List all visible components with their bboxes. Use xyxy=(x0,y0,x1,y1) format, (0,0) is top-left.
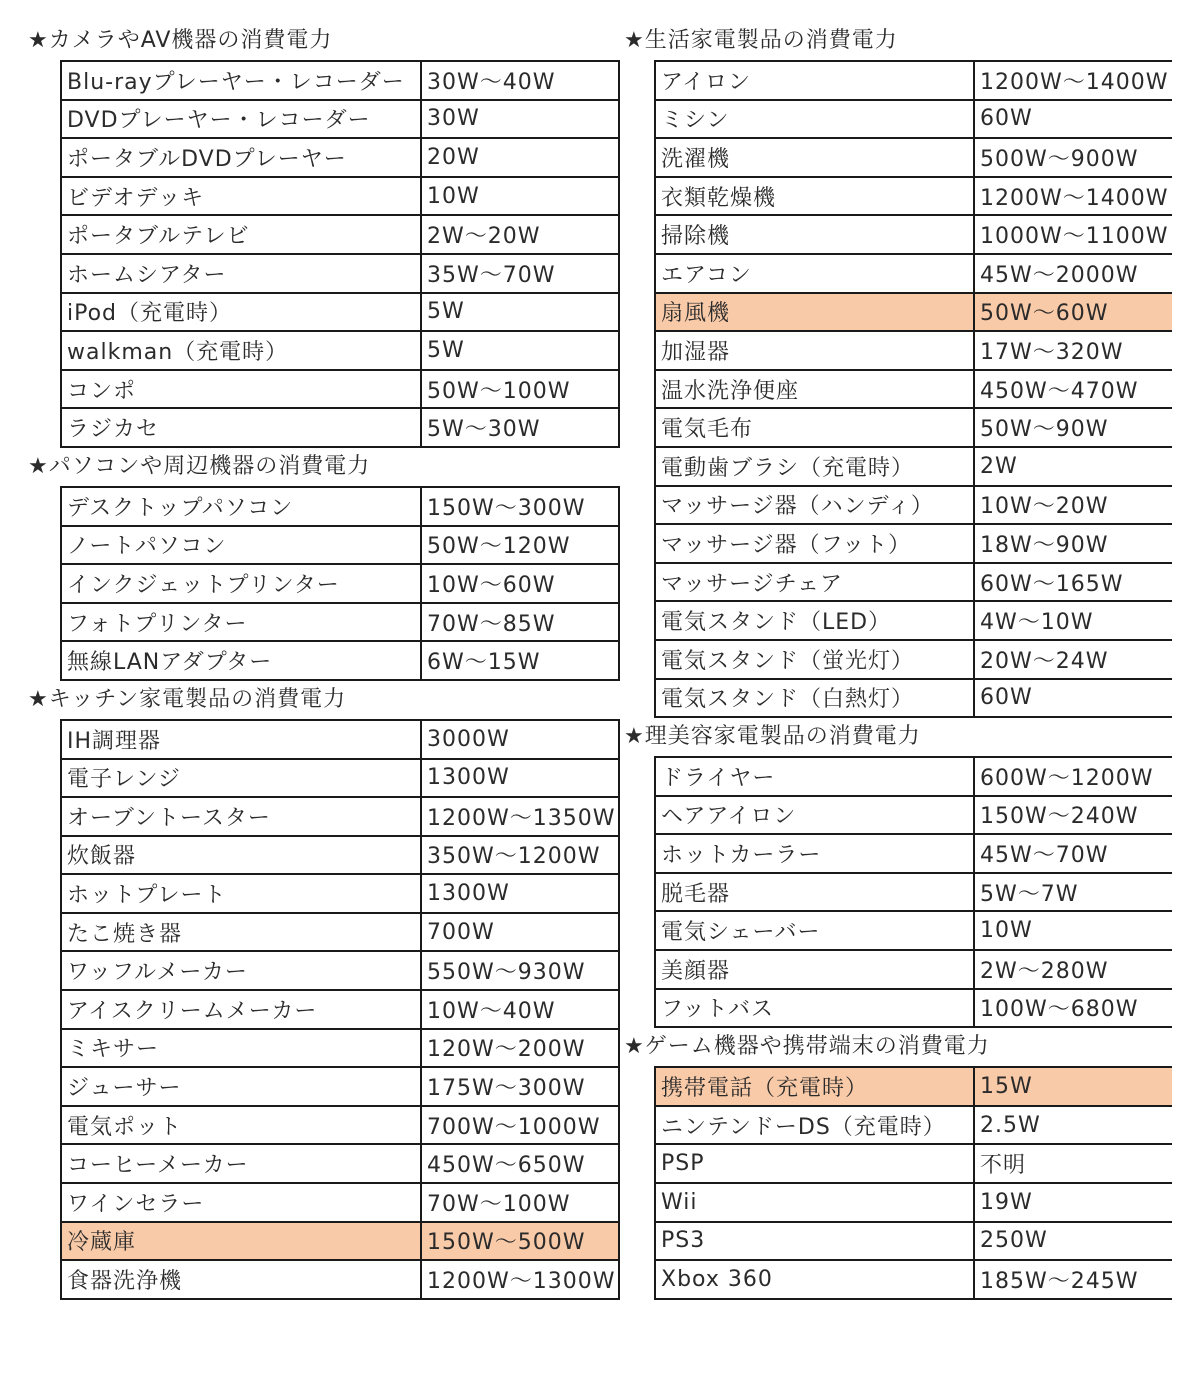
table-row xyxy=(655,215,1172,254)
wattage-cell: 100W～680W xyxy=(974,989,1172,1028)
appliance-name-cell: コーヒーメーカー xyxy=(61,1144,421,1183)
appliance-name-cell: ポータブルDVDプレーヤー xyxy=(61,138,421,177)
appliance-name-cell: ドライヤー xyxy=(655,757,974,796)
table-row xyxy=(61,720,619,759)
wattage-cell: 550W～930W xyxy=(421,951,619,990)
appliance-name-cell: ワッフルメーカー xyxy=(61,951,421,990)
appliance-name-cell: 炊飯器 xyxy=(61,836,421,875)
section-title: ★理美容家電製品の消費電力 xyxy=(624,724,921,750)
wattage-cell: 450W～470W xyxy=(974,370,1172,409)
table-row xyxy=(655,370,1172,409)
table-row xyxy=(61,177,619,216)
appliance-name-cell: マッサージ器（フット） xyxy=(655,524,974,563)
wattage-cell: 600W～1200W xyxy=(974,757,1172,796)
appliance-name-cell: マッサージチェア xyxy=(655,563,974,602)
wattage-cell: 70W～100W xyxy=(421,1183,619,1222)
table-row xyxy=(61,370,619,409)
appliance-name-cell: マッサージ器（ハンディ） xyxy=(655,486,974,525)
wattage-cell: 150W～240W xyxy=(974,796,1172,835)
appliance-name-cell: IH調理器 xyxy=(61,720,421,759)
table-row xyxy=(61,797,619,836)
appliance-name-cell: ホットプレート xyxy=(61,874,421,913)
power-table xyxy=(654,1066,1172,1300)
wattage-cell: 50W～100W xyxy=(421,370,619,409)
table-row xyxy=(655,408,1172,447)
section-title: ★ゲーム機器や携帯端末の消費電力 xyxy=(624,1034,990,1060)
wattage-cell: 450W～650W xyxy=(421,1144,619,1183)
table-row xyxy=(61,1106,619,1145)
wattage-cell: 30W～40W xyxy=(421,61,619,100)
wattage-cell: 35W～70W xyxy=(421,254,619,293)
table-row xyxy=(655,1106,1172,1145)
table-row xyxy=(61,1183,619,1222)
appliance-name-cell: 衣類乾燥機 xyxy=(655,177,974,216)
table-row xyxy=(61,408,619,447)
section xyxy=(624,22,1172,718)
table-row xyxy=(61,1144,619,1183)
appliance-name-cell: 電気シェーバー xyxy=(655,911,974,950)
appliance-name-cell: 電子レンジ xyxy=(61,759,421,798)
wattage-cell: 60W xyxy=(974,679,1172,718)
table-row xyxy=(655,177,1172,216)
appliance-name-cell: Blu-rayプレーヤー・レコーダー xyxy=(61,61,421,100)
wattage-cell: 3000W xyxy=(421,720,619,759)
table-row xyxy=(61,1260,619,1299)
table-row xyxy=(61,331,619,370)
table-row xyxy=(61,1067,619,1106)
wattage-cell: 5W～30W xyxy=(421,408,619,447)
wattage-cell: 1200W～1350W xyxy=(421,797,619,836)
appliance-name-cell: フォトプリンター xyxy=(61,603,421,642)
appliance-name-cell: インクジェットプリンター xyxy=(61,564,421,603)
table-row xyxy=(655,873,1172,912)
wattage-cell: 50W～90W xyxy=(974,408,1172,447)
appliance-name-cell: 温水洗浄便座 xyxy=(655,370,974,409)
wattage-cell: 5W xyxy=(421,331,619,370)
table-row xyxy=(655,1260,1172,1299)
table-row xyxy=(655,757,1172,796)
table-row xyxy=(61,836,619,875)
table-row xyxy=(655,1144,1172,1183)
left-column xyxy=(28,22,620,1300)
wattage-cell: 175W～300W xyxy=(421,1067,619,1106)
wattage-cell: 185W～245W xyxy=(974,1260,1172,1299)
wattage-cell: 1000W～1100W xyxy=(974,215,1172,254)
section-title: ★キッチン家電製品の消費電力 xyxy=(28,686,347,712)
wattage-cell: 150W～300W xyxy=(421,487,619,526)
table-row xyxy=(655,563,1172,602)
table-row xyxy=(61,215,619,254)
wattage-cell: 20W xyxy=(421,138,619,177)
appliance-name-cell: Wii xyxy=(655,1183,974,1222)
wattage-cell: 1200W～1300W xyxy=(421,1260,619,1299)
appliance-name-cell: 洗濯機 xyxy=(655,138,974,177)
wattage-cell: 6W～15W xyxy=(421,641,619,680)
wattage-cell: 50W～120W xyxy=(421,526,619,565)
appliance-name-cell: ミシン xyxy=(655,100,974,139)
table-row xyxy=(61,100,619,139)
appliance-name-cell: 電気ポット xyxy=(61,1106,421,1145)
wattage-cell: 2W～20W xyxy=(421,215,619,254)
wattage-cell: 20W～24W xyxy=(974,640,1172,679)
table-row xyxy=(655,1183,1172,1222)
appliance-name-cell: iPod（充電時） xyxy=(61,293,421,332)
wattage-cell: 1300W xyxy=(421,759,619,798)
appliance-name-cell: DVDプレーヤー・レコーダー xyxy=(61,100,421,139)
wattage-cell: 10W xyxy=(974,911,1172,950)
wattage-cell: 5W xyxy=(421,293,619,332)
table-row xyxy=(61,1029,619,1068)
wattage-cell: 500W～900W xyxy=(974,138,1172,177)
table-row xyxy=(655,834,1172,873)
wattage-cell: 2W xyxy=(974,447,1172,486)
appliance-name-cell: アイロン xyxy=(655,61,974,100)
appliance-name-cell: オーブントースター xyxy=(61,797,421,836)
wattage-cell: 700W xyxy=(421,913,619,952)
wattage-cell: 350W～1200W xyxy=(421,836,619,875)
section xyxy=(28,22,620,448)
section-title: ★パソコンや周辺機器の消費電力 xyxy=(28,453,371,479)
appliance-name-cell: 電気スタンド（蛍光灯） xyxy=(655,640,974,679)
wattage-cell: 10W xyxy=(421,177,619,216)
table-row xyxy=(655,447,1172,486)
wattage-cell: 18W～90W xyxy=(974,524,1172,563)
appliance-name-cell: エアコン xyxy=(655,254,974,293)
appliance-name-cell: 冷蔵庫 xyxy=(61,1222,421,1261)
wattage-cell: 不明 xyxy=(974,1144,1172,1183)
appliance-name-cell: ヘアアイロン xyxy=(655,796,974,835)
table-row xyxy=(655,601,1172,640)
table-row xyxy=(655,950,1172,989)
table-row xyxy=(655,796,1172,835)
table-row xyxy=(655,254,1172,293)
appliance-name-cell: 電気毛布 xyxy=(655,408,974,447)
appliance-name-cell: Xbox 360 xyxy=(655,1260,974,1299)
appliance-name-cell: 携帯電話（充電時） xyxy=(655,1067,974,1106)
wattage-cell: 150W～500W xyxy=(421,1222,619,1261)
wattage-cell: 15W xyxy=(974,1067,1172,1106)
wattage-cell: 1200W～1400W xyxy=(974,61,1172,100)
table-row xyxy=(655,138,1172,177)
wattage-cell: 2W～280W xyxy=(974,950,1172,989)
wattage-cell: 1200W～1400W xyxy=(974,177,1172,216)
section xyxy=(28,681,620,1300)
appliance-name-cell: ニンテンドーDS（充電時） xyxy=(655,1106,974,1145)
table-row xyxy=(61,913,619,952)
wattage-cell: 5W～7W xyxy=(974,873,1172,912)
appliance-name-cell: デスクトップパソコン xyxy=(61,487,421,526)
appliance-name-cell: フットバス xyxy=(655,989,974,1028)
wattage-cell: 60W xyxy=(974,100,1172,139)
table-row xyxy=(61,874,619,913)
appliance-name-cell: 加湿器 xyxy=(655,331,974,370)
appliance-name-cell: PSP xyxy=(655,1144,974,1183)
power-table xyxy=(60,719,620,1300)
power-table xyxy=(60,486,620,681)
right-column xyxy=(624,22,1172,1300)
table-row xyxy=(61,254,619,293)
wattage-cell: 4W～10W xyxy=(974,601,1172,640)
table-row xyxy=(61,138,619,177)
table-row xyxy=(655,1222,1172,1261)
power-table xyxy=(60,60,620,448)
table-row xyxy=(655,989,1172,1028)
appliance-name-cell: ビデオデッキ xyxy=(61,177,421,216)
wattage-cell: 250W xyxy=(974,1222,1172,1261)
section xyxy=(624,1028,1172,1300)
appliance-name-cell: 無線LANアダプター xyxy=(61,641,421,680)
table-row xyxy=(61,61,619,100)
table-row xyxy=(655,100,1172,139)
appliance-name-cell: 電気スタンド（白熱灯） xyxy=(655,679,974,718)
table-row xyxy=(655,640,1172,679)
wattage-cell: 30W xyxy=(421,100,619,139)
table-row xyxy=(61,603,619,642)
appliance-name-cell: 扇風機 xyxy=(655,293,974,332)
appliance-name-cell: コンポ xyxy=(61,370,421,409)
power-table xyxy=(654,60,1172,718)
wattage-cell: 120W～200W xyxy=(421,1029,619,1068)
appliance-name-cell: たこ焼き器 xyxy=(61,913,421,952)
appliance-name-cell: ホットカーラー xyxy=(655,834,974,873)
section-title: ★生活家電製品の消費電力 xyxy=(624,28,898,53)
appliance-name-cell: 食器洗浄機 xyxy=(61,1260,421,1299)
wattage-cell: 700W～1000W xyxy=(421,1106,619,1145)
table-row xyxy=(655,486,1172,525)
appliance-name-cell: ワインセラー xyxy=(61,1183,421,1222)
section-title: ★カメラやAV機器の消費電力 xyxy=(28,28,333,53)
wattage-cell: 50W～60W xyxy=(974,293,1172,332)
table-row xyxy=(61,951,619,990)
wattage-cell: 60W～165W xyxy=(974,563,1172,602)
table-row xyxy=(61,1222,619,1261)
table-row xyxy=(655,293,1172,332)
appliance-name-cell: ミキサー xyxy=(61,1029,421,1068)
appliance-name-cell: 電動歯ブラシ（充電時） xyxy=(655,447,974,486)
table-row xyxy=(61,526,619,565)
wattage-cell: 10W～20W xyxy=(974,486,1172,525)
table-row xyxy=(655,1067,1172,1106)
table-row xyxy=(61,641,619,680)
appliance-name-cell: ジューサー xyxy=(61,1067,421,1106)
section xyxy=(28,448,620,681)
appliance-name-cell: 美顔器 xyxy=(655,950,974,989)
table-row xyxy=(655,911,1172,950)
appliance-name-cell: walkman（充電時） xyxy=(61,331,421,370)
power-table xyxy=(654,756,1172,1028)
wattage-cell: 10W～40W xyxy=(421,990,619,1029)
wattage-cell: 10W～60W xyxy=(421,564,619,603)
appliance-name-cell: ノートパソコン xyxy=(61,526,421,565)
wattage-cell: 70W～85W xyxy=(421,603,619,642)
table-row xyxy=(655,524,1172,563)
table-row xyxy=(61,564,619,603)
wattage-cell: 1300W xyxy=(421,874,619,913)
table-row xyxy=(655,679,1172,718)
appliance-name-cell: ポータブルテレビ xyxy=(61,215,421,254)
table-row xyxy=(61,759,619,798)
appliance-name-cell: PS3 xyxy=(655,1222,974,1261)
wattage-cell: 45W～2000W xyxy=(974,254,1172,293)
table-row xyxy=(61,293,619,332)
appliance-name-cell: 電気スタンド（LED） xyxy=(655,601,974,640)
wattage-cell: 17W～320W xyxy=(974,331,1172,370)
appliance-name-cell: 掃除機 xyxy=(655,215,974,254)
table-row xyxy=(655,61,1172,100)
wattage-cell: 19W xyxy=(974,1183,1172,1222)
table-row xyxy=(655,331,1172,370)
appliance-name-cell: ラジカセ xyxy=(61,408,421,447)
table-row xyxy=(61,487,619,526)
table-row xyxy=(61,990,619,1029)
appliance-name-cell: アイスクリームメーカー xyxy=(61,990,421,1029)
appliance-name-cell: 脱毛器 xyxy=(655,873,974,912)
wattage-cell: 2.5W xyxy=(974,1106,1172,1145)
appliance-name-cell: ホームシアター xyxy=(61,254,421,293)
wattage-cell: 45W～70W xyxy=(974,834,1172,873)
section xyxy=(624,718,1172,1028)
